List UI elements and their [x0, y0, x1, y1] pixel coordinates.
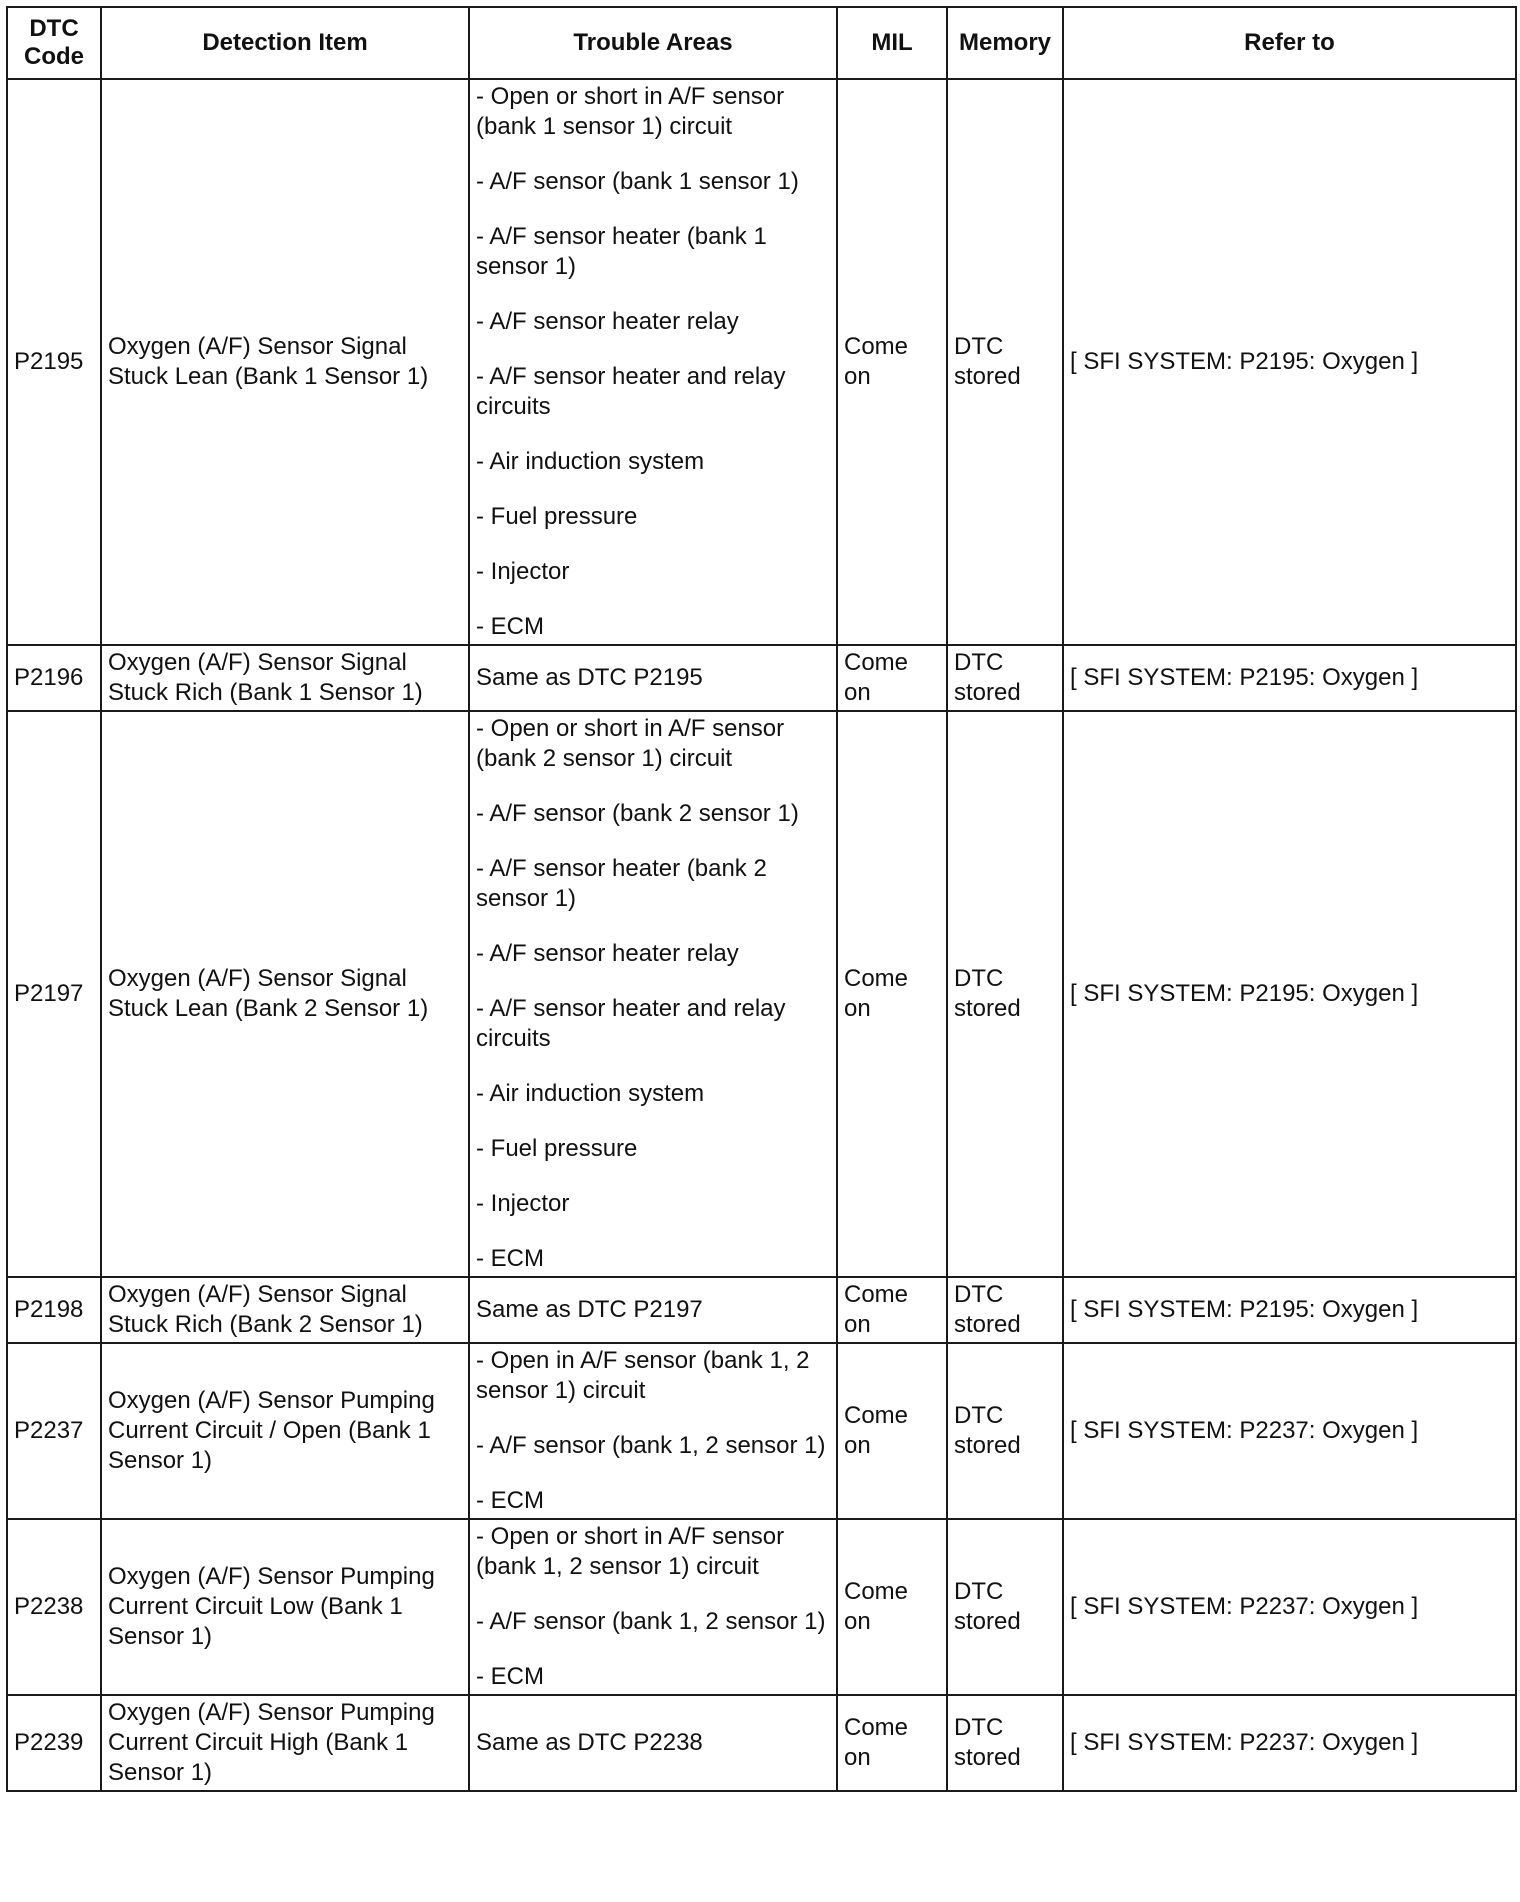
- refer-to-link[interactable]: [ SFI SYSTEM: P2195: Oxygen ]: [1063, 79, 1516, 645]
- memory-cell: DTC stored: [947, 711, 1063, 1277]
- trouble-area-item: - Fuel pressure: [476, 503, 638, 530]
- header-refer-to: Refer to: [1063, 7, 1516, 79]
- trouble-areas-cell: [469, 711, 837, 1277]
- refer-to-link[interactable]: [ SFI SYSTEM: P2237: Oxygen ]: [1063, 1343, 1516, 1519]
- table-row: [7, 1343, 1516, 1519]
- dtc-code-cell: P2195: [7, 79, 101, 645]
- header-row: [7, 7, 1516, 79]
- trouble-areas-cell: [469, 1343, 837, 1519]
- trouble-area-item: - A/F sensor heater (bank 2 sensor 1): [476, 855, 767, 912]
- header-memory: Memory: [947, 7, 1063, 79]
- header-dtc-code-line2: Code: [24, 43, 84, 70]
- detection-item-cell: Oxygen (A/F) Sensor Pumping Current Circuit Low (Bank 1 Sensor 1): [101, 1519, 469, 1695]
- trouble-area-item: - A/F sensor heater relay: [476, 940, 739, 967]
- header-mil: MIL: [837, 7, 947, 79]
- dtc-code-cell: P2198: [7, 1277, 101, 1343]
- table-row: [7, 1519, 1516, 1695]
- mil-cell: Come on: [837, 1695, 947, 1791]
- trouble-area-item: - A/F sensor heater and relay circuits: [476, 995, 786, 1052]
- table-row: [7, 1695, 1516, 1791]
- dtc-code-cell: P2197: [7, 711, 101, 1277]
- dtc-code-cell: P2237: [7, 1343, 101, 1519]
- trouble-areas-cell: [469, 79, 837, 645]
- detection-item-cell: Oxygen (A/F) Sensor Signal Stuck Rich (Bank 2 Sensor 1): [101, 1277, 469, 1343]
- trouble-area-item: - Injector: [476, 558, 570, 585]
- trouble-areas-cell: [469, 1695, 837, 1791]
- memory-cell: DTC stored: [947, 1695, 1063, 1791]
- header-trouble-areas: Trouble Areas: [469, 7, 837, 79]
- trouble-area-item: - A/F sensor (bank 1, 2 sensor 1): [476, 1608, 826, 1635]
- memory-cell: DTC stored: [947, 1277, 1063, 1343]
- trouble-area-item: - Open or short in A/F sensor (bank 1, 2 sensor 1) circuit: [476, 1523, 785, 1580]
- mil-cell: Come on: [837, 1343, 947, 1519]
- trouble-area-item: Same as DTC P2197: [476, 1296, 703, 1323]
- memory-cell: DTC stored: [947, 1343, 1063, 1519]
- trouble-area-item: - ECM: [476, 1487, 544, 1514]
- memory-cell: DTC stored: [947, 1519, 1063, 1695]
- memory-cell: DTC stored: [947, 645, 1063, 711]
- trouble-area-item: - Open in A/F sensor (bank 1, 2 sensor 1) circuit: [476, 1347, 810, 1404]
- dtc-document: [6, 6, 1517, 1792]
- refer-to-link[interactable]: [ SFI SYSTEM: P2195: Oxygen ]: [1063, 1277, 1516, 1343]
- trouble-area-item: - Open or short in A/F sensor (bank 2 sensor 1) circuit: [476, 715, 785, 772]
- trouble-area-item: - Air induction system: [476, 1080, 705, 1107]
- trouble-area-item: - A/F sensor heater and relay circuits: [476, 363, 786, 420]
- trouble-area-item: - Fuel pressure: [476, 1135, 638, 1162]
- mil-cell: Come on: [837, 1277, 947, 1343]
- refer-to-link[interactable]: [ SFI SYSTEM: P2237: Oxygen ]: [1063, 1519, 1516, 1695]
- trouble-areas-cell: [469, 1277, 837, 1343]
- dtc-code-cell: P2196: [7, 645, 101, 711]
- trouble-area-item: - Injector: [476, 1190, 570, 1217]
- dtc-table: [6, 6, 1517, 1792]
- trouble-area-item: - ECM: [476, 1663, 544, 1690]
- trouble-area-item: - A/F sensor (bank 1, 2 sensor 1): [476, 1432, 826, 1459]
- trouble-area-item: - ECM: [476, 1245, 544, 1272]
- trouble-area-item: - A/F sensor heater (bank 1 sensor 1): [476, 223, 767, 280]
- trouble-areas-cell: [469, 645, 837, 711]
- mil-cell: Come on: [837, 1519, 947, 1695]
- trouble-area-item: - Open or short in A/F sensor (bank 1 sensor 1) circuit: [476, 83, 785, 140]
- trouble-area-item: Same as DTC P2238: [476, 1729, 703, 1756]
- dtc-code-cell: P2239: [7, 1695, 101, 1791]
- header-detection-item: Detection Item: [101, 7, 469, 79]
- detection-item-cell: Oxygen (A/F) Sensor Pumping Current Circuit / Open (Bank 1 Sensor 1): [101, 1343, 469, 1519]
- refer-to-link[interactable]: [ SFI SYSTEM: P2195: Oxygen ]: [1063, 711, 1516, 1277]
- refer-to-link[interactable]: [ SFI SYSTEM: P2195: Oxygen ]: [1063, 645, 1516, 711]
- mil-cell: Come on: [837, 79, 947, 645]
- trouble-area-item: - ECM: [476, 613, 544, 640]
- dtc-code-cell: P2238: [7, 1519, 101, 1695]
- trouble-area-item: - Air induction system: [476, 448, 705, 475]
- mil-cell: Come on: [837, 645, 947, 711]
- detection-item-cell: Oxygen (A/F) Sensor Signal Stuck Lean (Bank 1 Sensor 1): [101, 79, 469, 645]
- detection-item-cell: Oxygen (A/F) Sensor Pumping Current Circuit High (Bank 1 Sensor 1): [101, 1695, 469, 1791]
- detection-item-cell: Oxygen (A/F) Sensor Signal Stuck Lean (Bank 2 Sensor 1): [101, 711, 469, 1277]
- refer-to-link[interactable]: [ SFI SYSTEM: P2237: Oxygen ]: [1063, 1695, 1516, 1791]
- trouble-areas-cell: [469, 1519, 837, 1695]
- memory-cell: DTC stored: [947, 79, 1063, 645]
- table-row: [7, 1277, 1516, 1343]
- table-row: [7, 711, 1516, 1277]
- trouble-area-item: - A/F sensor heater relay: [476, 308, 739, 335]
- table-row: [7, 79, 1516, 645]
- detection-item-cell: Oxygen (A/F) Sensor Signal Stuck Rich (Bank 1 Sensor 1): [101, 645, 469, 711]
- header-dtc-code-line1: DTC: [29, 15, 79, 42]
- trouble-area-item: Same as DTC P2195: [476, 664, 703, 691]
- mil-cell: Come on: [837, 711, 947, 1277]
- header-dtc-code: [7, 7, 101, 79]
- table-row: [7, 645, 1516, 711]
- trouble-area-item: - A/F sensor (bank 2 sensor 1): [476, 800, 799, 827]
- trouble-area-item: - A/F sensor (bank 1 sensor 1): [476, 168, 799, 195]
